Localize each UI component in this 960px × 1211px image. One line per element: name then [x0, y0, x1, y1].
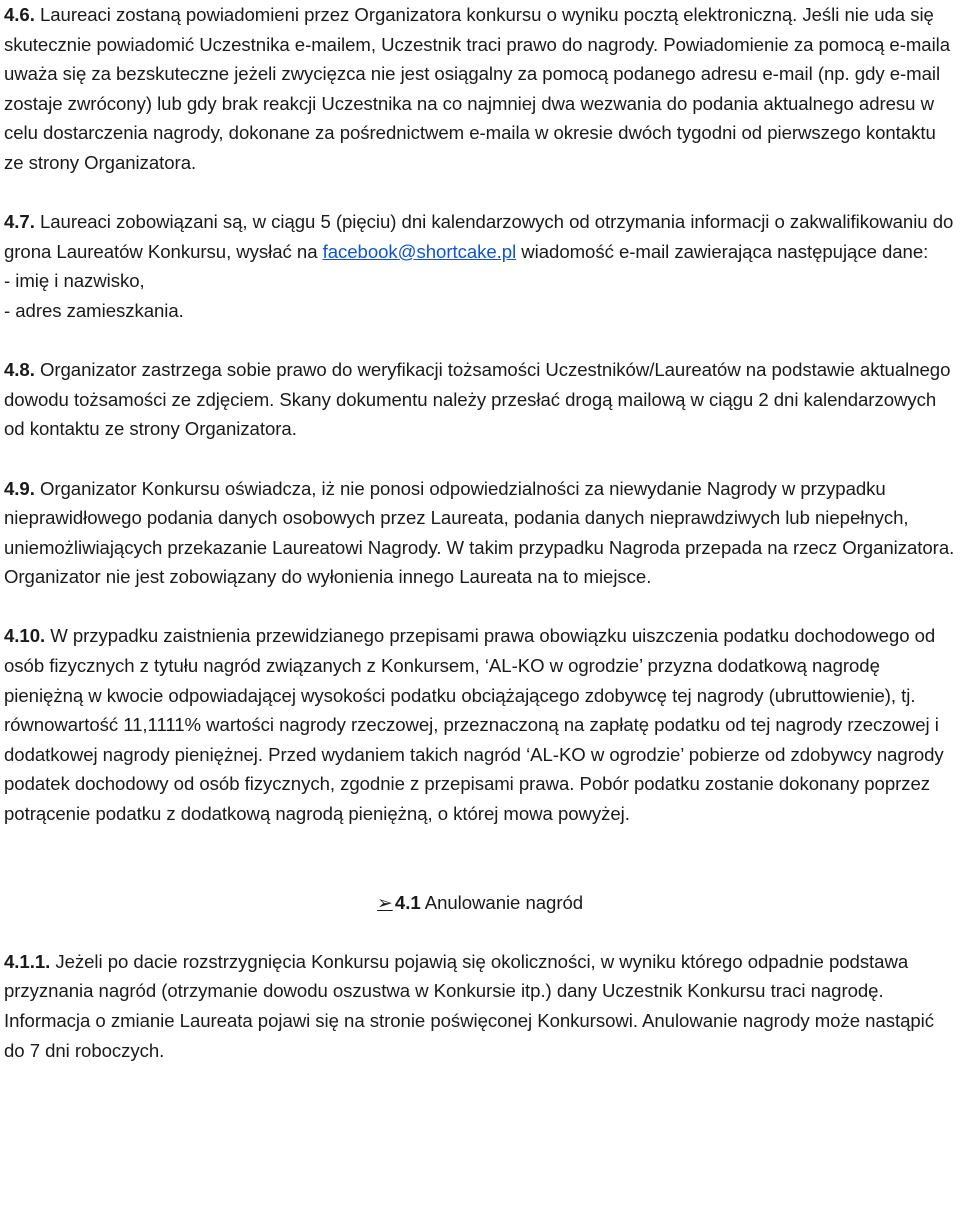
paragraph-text: W przypadku zaistnienia przewidzianego przepisami prawa obowiązku uiszczenia podatku dochodowego od osób fizycznych z tytułu nagród związanych z Konkursem, ‘AL-KO w ogrodzie’ przyzna dodatkową nagrodę pieniężną w kwocie odpowiadającej wysokości podatku obciążającego zdobywcę tej nagrody (ubruttowienie), tj. równowartość 11,1111% wartości nagrody rzeczowej, przeznaczoną na zapłatę podatku od tej nagrody rzeczowej i dodatkowej nagrody pieniężnej. Przed wydaniem takich nagród ‘AL-KO w ogrodzie’ pobierze od zdobywcy nagrody podatek dochodowy od osób fizycznych, zgodnie z przepisami prawa. Pobór podatku zostanie dokonany poprzez potrącenie podatku z dodatkową nagrodą pieniężną, o której mowa powyżej. — [4, 625, 944, 825]
paragraph-4-10 — [4, 621, 956, 828]
email-link[interactable]: facebook@shortcake.pl — [322, 240, 517, 262]
list-item: - imię i nazwisko, — [4, 270, 145, 292]
arrow-bullet-icon: ➢ — [377, 891, 393, 913]
spacer — [4, 829, 956, 888]
paragraph-text: wiadomość e-mail zawierająca następujące dane: — [516, 240, 929, 262]
section-number: 4.8. — [4, 359, 35, 381]
spacer — [4, 917, 956, 947]
paragraph-text: Organizator zastrzega sobie prawo do weryfikacji tożsamości Uczestników/Laureatów na podstawie aktualnego dowodu tożsamości ze zdjęciem. Skany dokumentu należy przesłać drogą mailową w ciągu 2 dni kalendarzowych od kontaktu ze strony Organizatora. — [4, 359, 951, 440]
section-number: 4.1.1. — [4, 950, 51, 972]
spacer — [4, 592, 956, 622]
paragraph-text: Laureaci zobowiązani są, w ciągu 5 (pięciu) dni kalendarzowych od otrzymania informacji o zakwalifikowaniu do grona Laureatów Konkursu, wysłać na — [4, 211, 954, 262]
spacer — [4, 326, 956, 356]
paragraph-text: Organizator Konkursu oświadcza, iż nie ponosi odpowiedzialności za niewydanie Nagrody w przypadku nieprawidłowego podania danych osobowych przez Laureata, podania danych nieprawdziwych lub niepełnych, uniemożliwiających przekazanie Laureatowi Nagrody. W takim przypadku Nagroda przepada na rzecz Organizatora. Organizator nie jest zobowiązany do wyłonienia innego Laureata na to miejsce. — [4, 477, 955, 588]
section-number: 4.7. — [4, 211, 35, 233]
paragraph-4-1-1 — [4, 947, 956, 1065]
paragraph-4-7 — [4, 207, 956, 325]
section-number: 4.9. — [4, 477, 35, 499]
paragraph-4-9 — [4, 474, 956, 592]
spacer — [4, 444, 956, 474]
section-number: 4.6. — [4, 4, 35, 25]
list-item: - adres zamieszkania. — [4, 299, 184, 321]
paragraph-text: Jeżeli po dacie rozstrzygnięcia Konkursu pojawią się okoliczności, w wyniku którego odpadnie podstawa przyznania nagród (otrzymanie dowodu oszustwa w Konkursie itp.) dany Uczestnik Konkursu traci nagrodę. Informacja o zmianie Laureata pojawi się na stronie poświęconej Konkursowi. Anulowanie nagrody może nastąpić do 7 dni roboczych. — [4, 950, 934, 1061]
heading-title: Anulowanie nagród — [420, 891, 584, 913]
paragraph-4-6 — [4, 0, 956, 178]
section-number: 4.1 — [394, 891, 421, 913]
section-heading — [4, 888, 956, 918]
section-number: 4.10. — [4, 625, 46, 647]
spacer — [4, 178, 956, 208]
paragraph-4-8 — [4, 355, 956, 444]
paragraph-text: Laureaci zostaną powiadomieni przez Organizatora konkursu o wyniku pocztą elektroniczną. Jeśli nie uda się skutecznie powiadomić Uczestnika e-mailem, Uczestnik traci prawo do nagrody. Powiadomienie za pomocą e-maila uważa się za bezskuteczne jeżeli zwycięzca nie jest osiągalny za pomocą podanego adresu e-mail (np. gdy e-mail zostaje zwrócony) lub gdy brak reakcji Uczestnika na co najmniej dwa wezwania do podania aktualnego adresu w celu dostarczenia nagrody, dokonane za pośrednictwem e-maila w okresie dwóch tygodni od pierwszego kontaktu ze strony Organizatora. — [4, 4, 951, 173]
document-page — [4, 0, 956, 1065]
